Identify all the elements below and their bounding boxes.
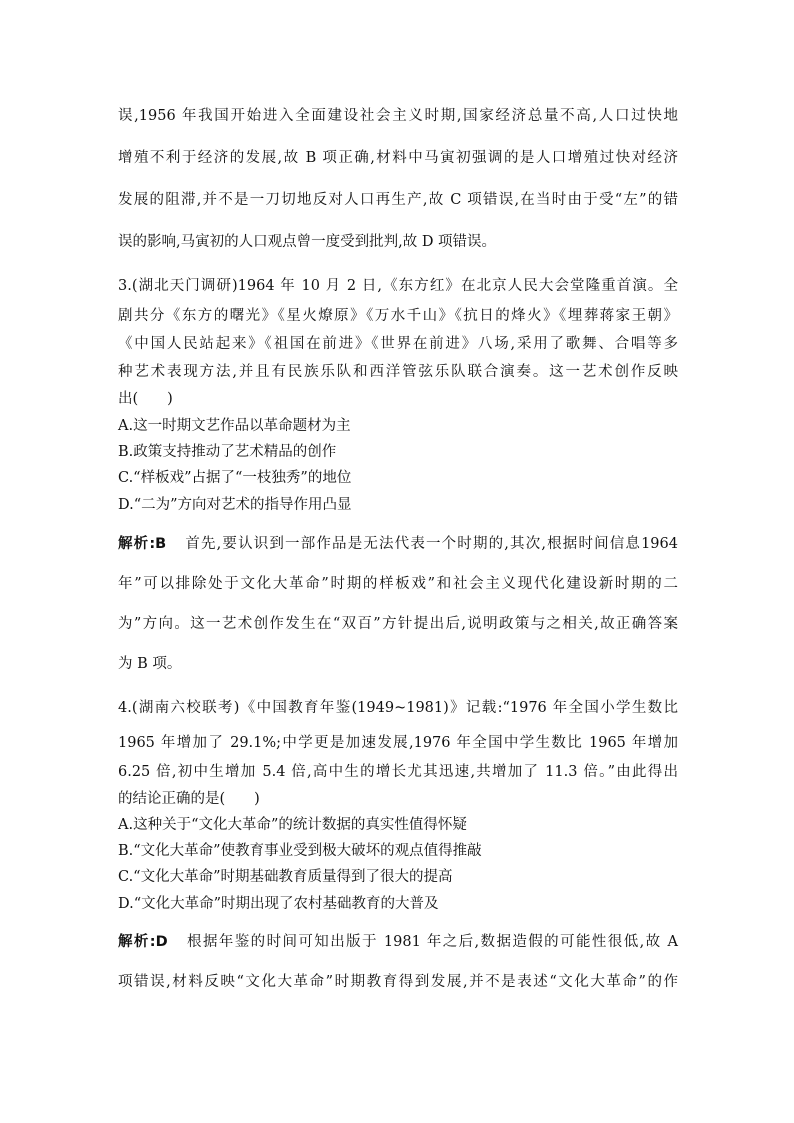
q3-option-d: D.“二为”方向对艺术的指导作用凸显 <box>118 497 352 513</box>
q3-stem-line-4: 种艺术表现方法,并且有民族乐队和西洋管弦乐队联合演奏。这一艺术创作反映 <box>118 364 678 380</box>
q3-explanation-text-1: 首先,要认识到一部作品是无法代表一个时期的,其次,根据时间信息1964 <box>184 536 678 552</box>
q4-explanation-line-2: 项错误,材料反映“文化大革命”时期教育得到发展,并不是表述“文化大革命”的作 <box>118 974 678 990</box>
q4-explanation-line-1 <box>118 932 678 952</box>
prev-answer-line-2: 增殖不利于经济的发展,故 B 项正确,材料中马寅初强调的是人口增殖过快对经济 <box>118 150 678 166</box>
q4-option-d: D.“文化大革命”时期出现了农村基础教育的大普及 <box>118 896 439 912</box>
prev-answer-line-3: 发展的阻滞,并不是一刀切地反对人口再生产,故 C 项错误,在当时由于受“左”的错 <box>118 192 678 208</box>
q3-stem-line-5: 出( ) <box>118 391 173 407</box>
q4-option-b: B.“文化大革命”使教育事业受到极大破坏的观点值得推敲 <box>118 843 482 859</box>
q4-stem-line-2: 1965 年增加了 29.1%;中学更是加速发展,1976 年全国中学生数比 1965 年增加 <box>118 735 678 751</box>
q3-answer-label: 解析:B <box>118 536 167 552</box>
q4-option-a: A.这种关于“文化大革命”的统计数据的真实性值得怀疑 <box>118 817 467 833</box>
q4-stem-line-3: 6.25 倍,初中生增加 5.4 倍,高中生的增长尤其迅速,共增加了 11.3 倍。”由此得出 <box>118 764 678 780</box>
q3-stem-line-2: 剧共分《东方的曙光》《星火燎原》《万水千山》《抗日的烽火》《埋葬蒋家王朝》 <box>118 308 678 324</box>
q4-option-c: C.“文化大革命”时期基础教育质量得到了很大的提高 <box>118 869 453 885</box>
q3-explanation-line-1 <box>118 534 678 554</box>
q3-option-b: B.政策支持推动了艺术精品的创作 <box>118 444 337 460</box>
q4-answer-label: 解析:D <box>118 934 168 950</box>
prev-answer-line-4: 误的影响,马寅初的人口观点曾一度受到批判,故 D 项错误。 <box>118 234 497 250</box>
q4-explanation-text-1: 根据年鉴的时间可知出版于 1981 年之后,数据造假的可能性很低,故 A <box>185 934 678 950</box>
q3-option-a: A.这一时期文艺作品以革命题材为主 <box>118 418 351 434</box>
q4-stem-line-1: 4.(湖南六校联考)《中国教育年鉴(1949~1981)》记载:“1976 年全国小学生数比 <box>118 700 678 716</box>
q3-explanation-line-3: 为”方向。这一艺术创作发生在“双百”方针提出后,说明政策与之相关,故正确答案 <box>118 616 678 632</box>
q3-option-c: C.“样板戏”占据了“一枝独秀”的地位 <box>118 470 352 486</box>
q3-explanation-line-2: 年”可以排除处于文化大革命”时期的样板戏”和社会主义现代化建设新时期的二 <box>118 576 678 592</box>
q3-stem-line-3: 《中国人民站起来》《祖国在前进》《世界在前进》八场,采用了歌舞、合唱等多 <box>118 336 678 352</box>
q3-explanation-line-4: 为 B 项。 <box>118 656 182 672</box>
q4-stem-line-4: 的结论正确的是( ) <box>118 791 260 807</box>
q3-stem-line-1: 3.(湖北天门调研)1964 年 10 月 2 日,《东方红》在北京人民大会堂隆重首演。全 <box>118 278 678 294</box>
prev-answer-line-1: 误,1956 年我国开始进入全面建设社会主义时期,国家经济总量不高,人口过快地 <box>118 108 678 124</box>
